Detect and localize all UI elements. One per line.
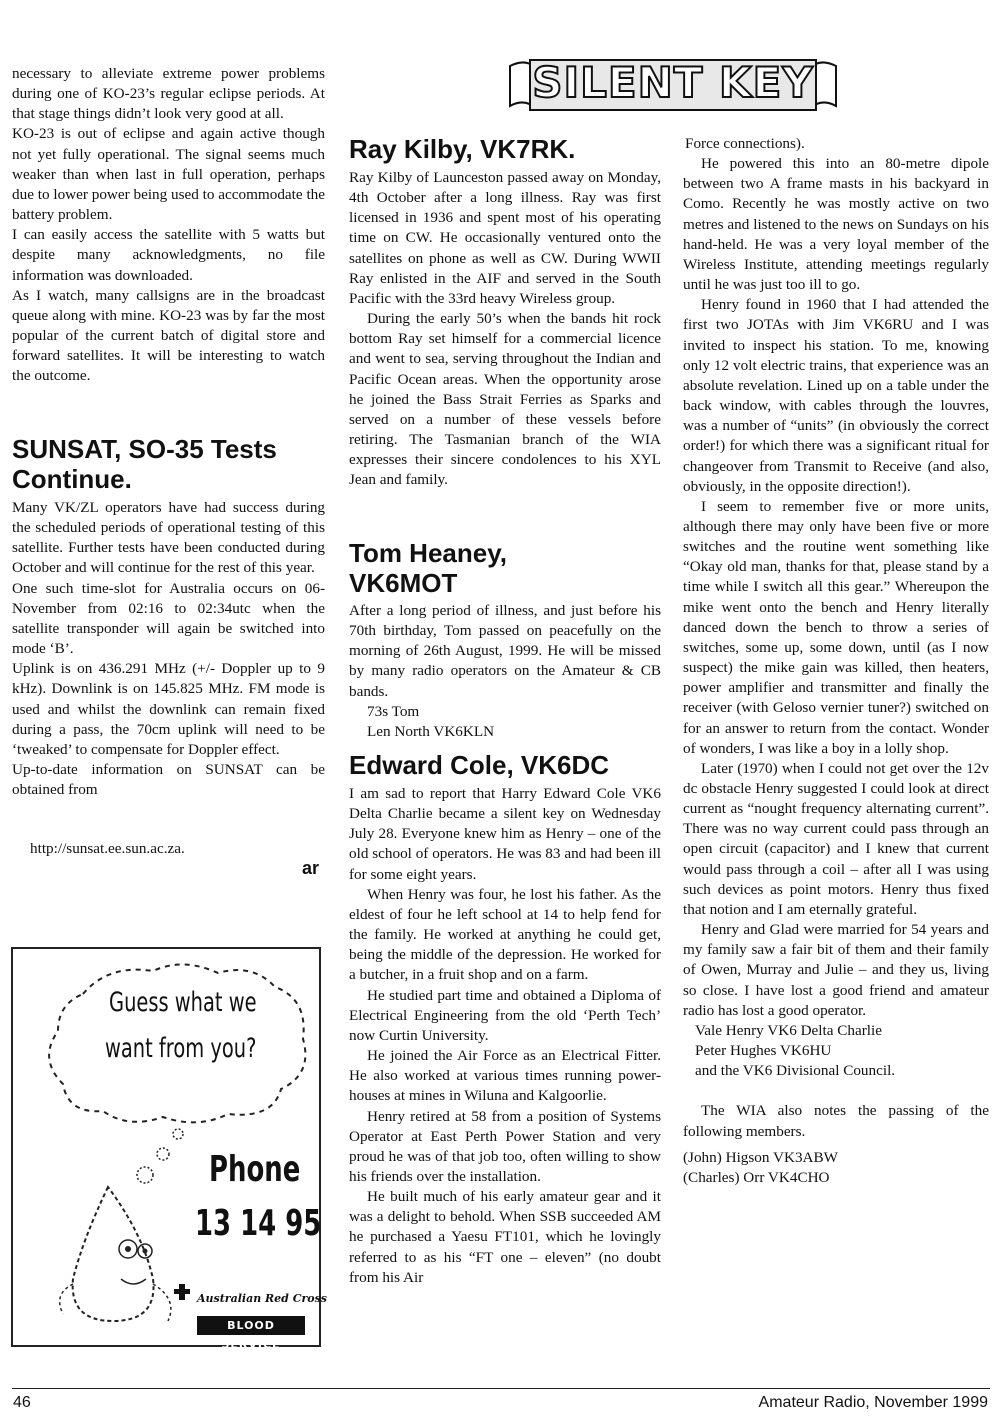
member-line: (John) Higson VK3ABW [683, 1148, 838, 1166]
kilby-heading: Ray Kilby, VK7RK. [349, 134, 576, 164]
paragraph: I can easily access the satellite with 5 watts but despite many acknowledgments, no file information was downloaded. [12, 226, 325, 284]
footer-rule [12, 1388, 990, 1389]
heaney-article [349, 601, 661, 742]
heaney-heading-line-2: VK6MOT [349, 568, 458, 598]
blood-donation-ad [11, 947, 327, 1351]
sunsat-heading: SUNSAT, SO-35 Tests Continue. [12, 434, 277, 494]
signature-line: Vale Henry VK6 Delta Charlie [695, 1021, 882, 1039]
paragraph: I am sad to report that Harry Edward Cole VK6 Delta Charlie became a silent key on Wednesday July 28. Everyone knew him as Henry – one of the old school of operators. He was 83 and had been ill for some eight years. [349, 785, 661, 883]
banner-title: SILENT KEY [532, 58, 814, 107]
page-number: 46 [13, 1394, 31, 1411]
paragraph: He powered this into an 80-metre dipole between two A frame masts in his backyard in Como. Recently he was mostly active on two metres and listened to the news on Sundays on his hand-held. He was a very loyal member of the Wireless Institute, attending meetings regularly until he was just too ill to go. [683, 155, 989, 294]
paragraph: Uplink is on 436.291 MHz (+/- Doppler up to 9 kHz). Downlink is on 145.825 MHz. FM mode is used and whilst the downlink can remain fixed during a pass, the 70cm uplink will need to be ‘tweaked’ to compensate for Doppler effect. [12, 660, 325, 758]
paragraph: As I watch, many callsigns are in the broadcast queue along with mine. KO-23 was by far the most popular of the current batch of digital store and forward satellites. It will be interesting to watch the outcome. [12, 286, 325, 385]
ad-phone-label: Phone [209, 1149, 301, 1190]
cole-heading: Edward Cole, VK6DC [349, 750, 610, 780]
ad-service-badge: BLOOD SERVICE [197, 1316, 305, 1335]
paragraph: Henry found in 1960 that I had attended the first two JOTAs with Jim VK6RU and I was invited to inspect his station. To me, knowing only 12 volt electric trains, that experience was an absolute revelation. Lined up on a table under the back window, with cables through the louvres, was a number of “units” (in obviously the correct order!) for which there was a significant ritual for changeover from Transmit to Receive (and also, obviously, in the opposite direction!). [683, 296, 989, 495]
column-1 [12, 64, 325, 387]
paragraph: KO-23 is out of eclipse and again active though not yet fully operational. The signal seems much weaker than when last in full operation, perhaps due to lower power being used to accommodate the battery problem. [12, 125, 325, 224]
ad-phone-number: 13 14 95 [195, 1203, 322, 1244]
member-line: (Charles) Orr VK4CHO [683, 1168, 830, 1186]
paragraph: Henry and Glad were married for 54 years and my family saw a fair bit of them and their family of Owen, Murray and Julie – and they us, living so close. I have lost a good friend and amateur radio has lost a good operator. [683, 921, 989, 1019]
signature-line: 73s Tom [367, 702, 420, 720]
sunsat-article [12, 498, 325, 800]
paragraph: He joined the Air Force as an Electrical Fitter. He also worked at various times running power-houses at mines in Wiluna and Kalgoorlie. [349, 1047, 661, 1105]
ad-line-1: Guess what we [109, 987, 257, 1018]
paragraph: Force connections). [685, 135, 805, 152]
paragraph: He studied part time and obtained a Diploma of Electrical Engineering from the old ‘Perth Tech’ now Curtin University. [349, 986, 661, 1044]
paragraph: He built much of his early amateur gear and it was a delight to behold. When SSB succeeded AM he purchased a Yaesu FT101, which he lovingly referred to as his “FT one – eleven” (no doubt from his Air [349, 1188, 661, 1286]
sunsat-url[interactable]: http://sunsat.ee.sun.ac.za. [30, 840, 185, 857]
signature-line: Len North VK6KLN [367, 722, 495, 740]
signature-line: and the VK6 Divisional Council. [695, 1062, 896, 1080]
silent-key-banner [506, 54, 840, 118]
paragraph: Ray Kilby of Launceston passed away on Monday, 4th October after a long illness. Ray was first licensed in 1936 and spent most of his operating time on CW. He occasionally ventured onto the satellites on phone as well as CW. During WWII Ray enlisted in the AIF and served in the South Pacific with the 33rd heavy Wireless group. [349, 169, 661, 307]
paragraph: I seem to remember five or more units, although there may only have been five or more switches and the routine went something like “Okay old man, thanks for that, please stand by a time while I switch all this gear.” Whereupon the mike went onto the bench and Henry literally danced down the bench to throw a series of switches, some up, some down, until (as I now suspect) the mike gain was killed, then heaters, power amplifier and transmitter and finally the receiver (with Geloso vernier tuner?) switched on for an answer to return from the contact. Wonder of wonders, I was like a boy in a lolly shop. [683, 497, 989, 757]
paragraph: Later (1970) when I could not get over the 12v dc obstacle Henry suggested I could look at direct current as “nought frequency alternating current”. There was no way current could pass through an open circuit (capacitor) and I knew that current would pass through a coil – after all I was using such devices as point motors. Henry thus fixed that notion and I am eternally grateful. [683, 759, 989, 918]
paragraph: necessary to alleviate extreme power problems during one of KO-23’s regular eclipse periods. At that stage things didn’t look very good at all. [12, 65, 325, 123]
heaney-heading-line-1: Tom Heaney, [349, 538, 507, 568]
end-mark: ar [302, 858, 320, 878]
heaney-heading [349, 538, 507, 598]
publication-name: Amateur Radio, November 1999 [758, 1394, 988, 1411]
cole-article [349, 784, 661, 1288]
ad-org-name: Australian Red Cross [197, 1292, 327, 1305]
column-3 [683, 134, 989, 1188]
signature-line: Peter Hughes VK6HU [695, 1042, 832, 1060]
paragraph: During the early 50’s when the bands hit rock bottom Ray set himself for a commercial licence and went to sea, serving throughout the Indian and Pacific Ocean areas. When the opportunity arose he joined the Bass Strait Ferries as Sparks and served on a number of these vessels before retiring. The Tasmanian branch of the WIA expresses their sincere condolences to his XYL Jean and family. [349, 310, 661, 489]
paragraph: Henry retired at 58 from a position of Systems Operator at East Perth Power Station and very proud he was of that job too, often willing to show his friends over the installation. [349, 1107, 661, 1185]
paragraph: Up-to-date information on SUNSAT can be obtained from [12, 761, 325, 799]
wia-note: The WIA also notes the passing of the following members. [683, 1102, 989, 1140]
paragraph: Many VK/ZL operators have had success during the scheduled periods of operational testing of this satellite. Further tests have been conducted during October and will continue for the rest of this year. [12, 499, 325, 577]
paragraph: After a long period of illness, and just before his 70th birthday, Tom passed on peacefully on the morning of 26th August, 1999. He will be missed by many radio operators on the Amateur & CB bands. [349, 602, 661, 700]
kilby-article [349, 168, 661, 491]
paragraph: One such time-slot for Australia occurs on 06-November from 02:16 to 02:34utc when the satellite transponder will again be switched into mode ‘B’. [12, 579, 325, 658]
paragraph: When Henry was four, he lost his father. As the eldest of four he left school at 14 to help fend for the family. He worked at anything he could get, being the middle of the depression. He worked for a butcher, in a fruit shop and on a farm. [349, 885, 661, 984]
ad-line-2: want from you? [105, 1033, 257, 1064]
